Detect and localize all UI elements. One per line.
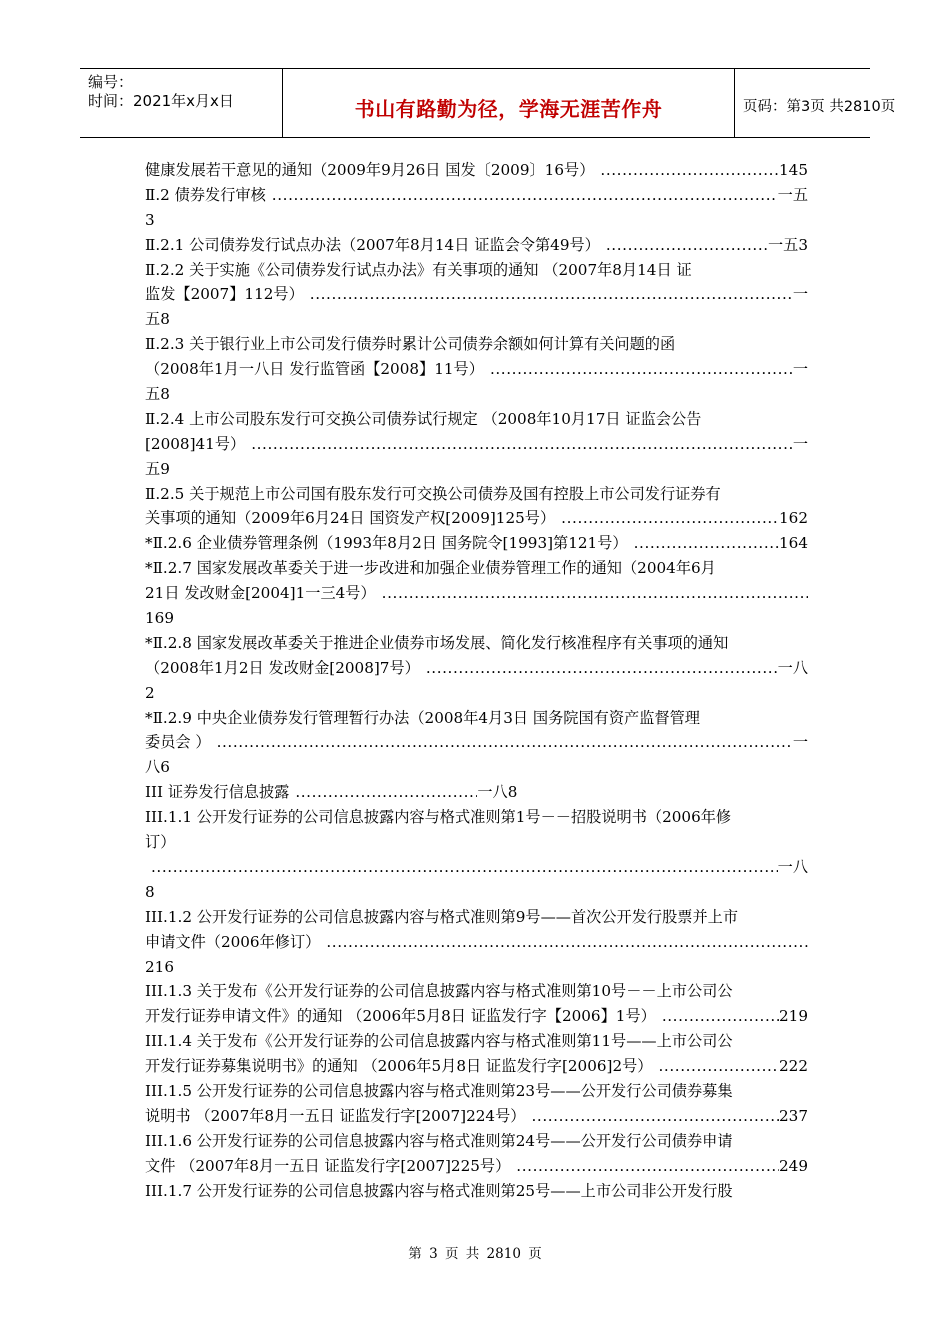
toc-entry-text: 开发行证券申请文件》的通知 （2006年5月8日 证监发行字【2006】1号） <box>145 1007 656 1026</box>
toc-entry-text: III.1.1 公开发行证券的公司信息披露内容与格式准则第1号－－招股说明书（2006年修 <box>145 808 732 827</box>
toc-line <box>145 1104 808 1129</box>
toc-line <box>145 855 808 880</box>
toc-line <box>145 1179 808 1204</box>
toc-page-number: 一 <box>792 434 808 453</box>
toc-entry-text: Ⅱ.2.5 关于规范上市公司国有股东发行可交换公司债券及国有控股上市公司发行证券有 <box>145 484 721 503</box>
header-motto: 书山有路勤为径，学海无涯苦作舟 <box>354 97 663 121</box>
toc-line <box>145 681 808 706</box>
toc-entry-text: 委员会 ） <box>145 733 211 752</box>
toc-page-number: 249 <box>779 1156 808 1175</box>
toc-line <box>145 258 808 283</box>
toc-page-number: 一五3 <box>767 235 808 254</box>
toc-line <box>145 332 808 357</box>
toc-line <box>145 506 808 531</box>
toc-line <box>145 382 808 407</box>
toc-line <box>145 880 808 905</box>
document-number-label: 编号： <box>88 73 134 91</box>
toc-entry-text: 五9 <box>145 459 170 478</box>
toc-entry-text: 订） <box>145 833 176 852</box>
toc-line <box>145 706 808 731</box>
toc-entry-text: 五8 <box>145 310 170 329</box>
toc-line <box>145 930 808 955</box>
toc-page-number: 一五 <box>777 185 808 204</box>
toc-entry-text: III.1.3 关于发布《公开发行证券的公司信息披露内容与格式准则第10号－－上市公司公 <box>145 982 733 1001</box>
toc-dot-leader <box>510 1154 779 1179</box>
toc-dot-leader <box>320 930 808 955</box>
toc-entry-text: 开发行证券募集说明书》的通知 （2006年5月8日 证监发行字[2006]2号） <box>145 1057 653 1076</box>
toc-entry-text: （2008年1月2日 发改财金[2008]7号） <box>145 658 420 677</box>
toc-line <box>145 805 808 830</box>
toc-line <box>145 158 808 183</box>
toc-line <box>145 955 808 980</box>
toc-line <box>145 282 808 307</box>
toc-entry-text: Ⅱ.2.2 关于实施《公司债券发行试点办法》有关事项的通知 （2007年8月14日 证 <box>145 260 692 279</box>
toc-entry-text: III.1.7 公开发行证券的公司信息披露内容与格式准则第25号——上市公司非公开发行股 <box>145 1181 733 1200</box>
toc-entry-text: 169 <box>145 609 174 628</box>
toc-page-number: 一八 <box>777 658 808 677</box>
toc-entry-text: III.1.5 公开发行证券的公司信息披露内容与格式准则第23号——公开发行公司债券募集 <box>145 1081 733 1100</box>
toc-entry-text: 说明书 （2007年8月一五日 证监发行字[2007]224号） <box>145 1106 526 1125</box>
toc-entry-text: [2008]41号） <box>145 434 246 453</box>
toc-page-number: 162 <box>779 509 808 528</box>
toc-dot-leader <box>628 531 779 556</box>
toc-dot-leader <box>145 855 778 880</box>
toc-line <box>145 233 808 258</box>
header-meta <box>80 69 282 141</box>
toc-line <box>145 457 808 482</box>
toc-line <box>145 631 808 656</box>
toc-entry-text: 申请文件（2006年修订） <box>145 932 321 951</box>
toc-entry-text: 五8 <box>145 385 170 404</box>
header-page-info <box>735 69 896 137</box>
toc-page-number: 145 <box>779 161 808 179</box>
toc-entry-text: *Ⅱ.2.9 中央企业债券发行管理暂行办法（2008年4月3日 国务院国有资产监督管理 <box>145 708 700 727</box>
toc-dot-leader <box>211 730 793 755</box>
toc-entry-text: 文件 （2007年8月一五日 证监发行字[2007]225号） <box>145 1156 511 1175</box>
toc-page-number: 219 <box>779 1007 808 1026</box>
toc-line <box>145 183 808 208</box>
toc-line <box>145 1154 808 1179</box>
toc-entry-text: III.1.2 公开发行证券的公司信息披露内容与格式准则第9号——首次公开发行股票并上市 <box>145 907 739 926</box>
toc-entry-text: 216 <box>145 957 174 976</box>
toc-page-number: 一八8 <box>477 783 518 802</box>
toc-dot-leader <box>555 506 779 531</box>
toc-entry-text: 监发【2007】112号） <box>145 285 304 304</box>
toc-dot-leader <box>266 183 778 208</box>
toc-line <box>145 1029 808 1054</box>
toc-entry-text: III.1.4 关于发布《公开发行证券的公司信息披露内容与格式准则第11号——上市公司公 <box>145 1032 733 1051</box>
toc-line <box>145 531 808 556</box>
toc-line <box>145 656 808 681</box>
toc-dot-leader <box>656 1004 779 1029</box>
toc-line <box>145 581 808 606</box>
toc-entry-text: III.1.6 公开发行证券的公司信息披露内容与格式准则第24号——公开发行公司债券申请 <box>145 1131 733 1150</box>
toc-entry-text: 关事项的通知（2009年6月24日 国资发产权[2009]125号） <box>145 509 556 528</box>
toc-page-number: 一 <box>792 285 808 304</box>
toc-line <box>145 979 808 1004</box>
toc-entry-text: III 证券发行信息披露 <box>145 783 290 802</box>
toc-line <box>145 357 808 382</box>
toc-entry-text: 2 <box>145 683 155 702</box>
toc-dot-leader <box>652 1054 779 1079</box>
toc-dot-leader <box>420 656 778 681</box>
toc-line <box>145 1004 808 1029</box>
toc-entry-text: Ⅱ.2 债券发行审核 <box>145 185 266 204</box>
toc-page-number: 一 <box>792 733 808 752</box>
toc-dot-leader <box>304 282 793 307</box>
toc-page-number: 237 <box>779 1106 808 1125</box>
toc-line <box>145 730 808 755</box>
toc-entry-text: 3 <box>145 210 155 229</box>
toc-entry-text: Ⅱ.2.3 关于银行业上市公司发行债券时累计公司债券余额如何计算有关问题的函 <box>145 335 676 354</box>
page-footer: 第 3 页 共 2810 页 <box>408 1246 542 1262</box>
toc-line <box>145 830 808 855</box>
toc-line <box>145 606 808 631</box>
toc-line <box>145 1079 808 1104</box>
toc-entry-text: *Ⅱ.2.6 企业债券管理条例（1993年8月2日 国务院令[1993]第121号） <box>145 534 628 553</box>
toc-dot-leader <box>525 1104 779 1129</box>
toc-dot-leader <box>289 780 477 805</box>
toc-dot-leader <box>376 581 808 606</box>
toc-line <box>145 407 808 432</box>
toc-entry-text: Ⅱ.2.1 公司债券发行试点办法（2007年8月14日 证监会令第49号） <box>145 235 600 254</box>
toc-line <box>145 780 808 805</box>
toc-page-number: 一 <box>792 360 808 379</box>
table-of-contents <box>145 158 808 1203</box>
page-header <box>80 68 896 138</box>
toc-line <box>145 432 808 457</box>
toc-line <box>145 1054 808 1079</box>
toc-entry-text: 21日 发改财金[2004]1一三4号） <box>145 584 376 603</box>
toc-entry-text: Ⅱ.2.4 上市公司股东发行可交换公司债券试行规定 （2008年10月17日 证监会公告 <box>145 409 702 428</box>
toc-entry-text: *Ⅱ.2.7 国家发展改革委关于进一步改进和加强企业债券管理工作的通知（2004年6月 <box>145 559 716 578</box>
toc-page-number: 164 <box>779 534 808 553</box>
toc-line <box>145 905 808 930</box>
document-date: 时间：2021年x月x日 <box>88 92 234 110</box>
toc-page-number: 222 <box>779 1057 808 1076</box>
toc-page-number: 一八 <box>777 857 808 876</box>
toc-dot-leader <box>594 158 779 183</box>
toc-entry-text: 8 <box>145 882 155 901</box>
toc-dot-leader <box>600 233 768 258</box>
toc-entry-text: *Ⅱ.2.8 国家发展改革委关于推进企业债券市场发展、简化发行核准程序有关事项的通知 <box>145 633 729 652</box>
toc-line <box>145 556 808 581</box>
toc-dot-leader <box>484 357 793 382</box>
toc-entry-text: 健康发展若干意见的通知（2009年9月26日 国发〔2009〕16号） <box>145 161 595 179</box>
page-counter: 页码：第3页 共2810页 <box>743 99 896 115</box>
toc-entry-text: （2008年1月一八日 发行监管函【2008】11号） <box>145 360 484 379</box>
header-motto-cell <box>282 69 735 137</box>
toc-line <box>145 208 808 233</box>
toc-line <box>145 1129 808 1154</box>
toc-dot-leader <box>245 432 793 457</box>
toc-entry-text: 八6 <box>145 758 170 777</box>
toc-line <box>145 482 808 507</box>
toc-line <box>145 755 808 780</box>
toc-line <box>145 307 808 332</box>
